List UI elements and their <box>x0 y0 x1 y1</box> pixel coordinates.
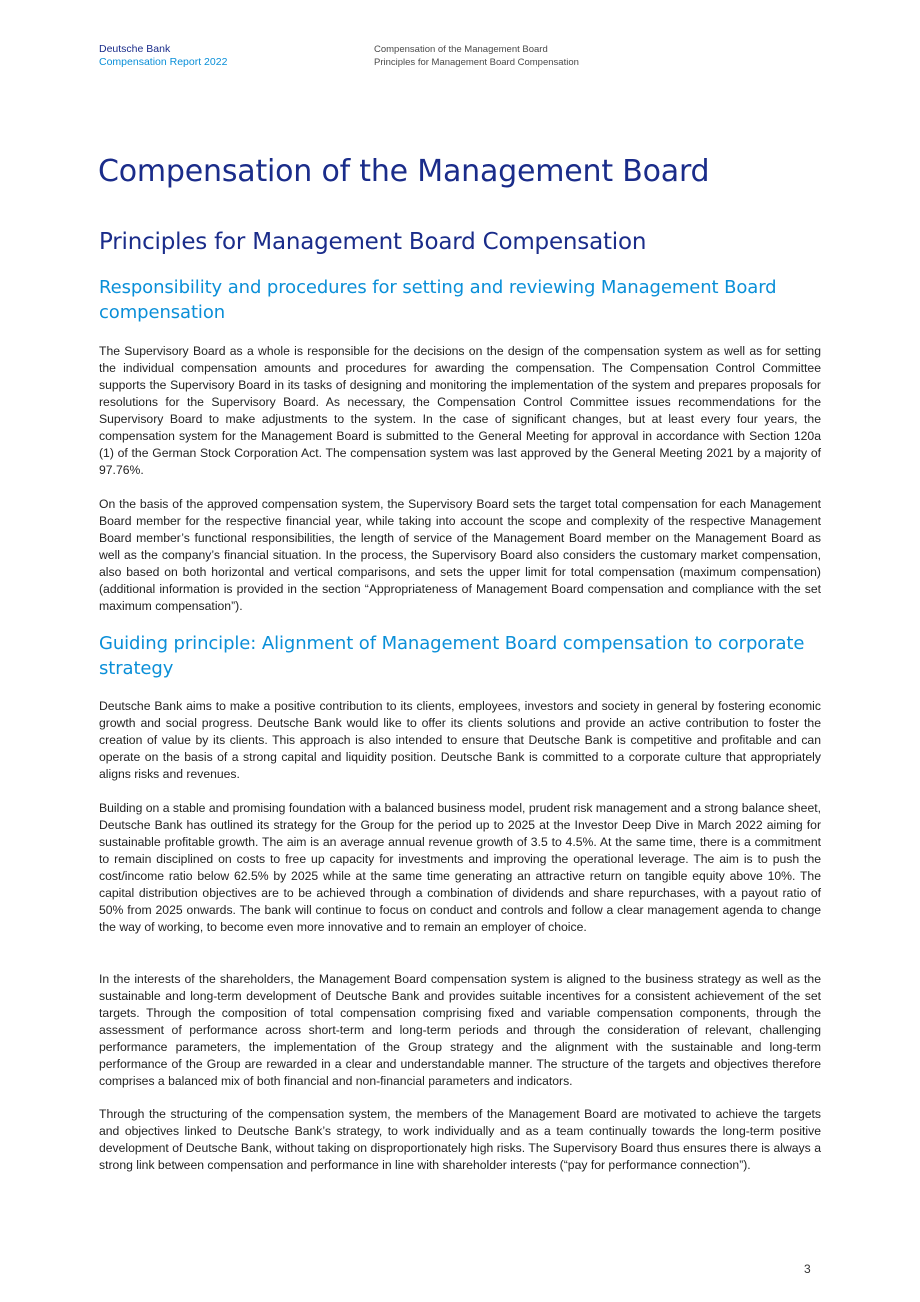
company-name: Deutsche Bank <box>99 43 171 55</box>
paragraph: Building on a stable and promising foundation with a balanced business model, prudent risk management and a strong balance sheet, Deutsche Bank has outlined its strategy for the Group for the period up to 2025 at the Investor Deep Dive in March 2022 aiming for sustainable profitable growth. The aim is an average annual revenue growth of 3.5 to 4.5%. At the same time, there is a commitment to remain disciplined on costs to free up capacity for investments and improving the operational leverage. The aim is to push the cost/income ratio below 62.5% by 2025 while at the same time generating an attractive return on tangible equity above 10%. The capital distribution objectives are to be achieved through a combination of dividends and share repurchases, with a payout ratio of 50% from 2025 onwards. The bank will continue to focus on conduct and controls and follow a clear management agenda to change the way of working, to become even more innovative and to remain an employer of choice. <box>99 801 821 934</box>
page-title: Compensation of the Management Board <box>98 154 710 189</box>
section-heading-responsibility: Responsibility and procedures for setting and reviewing Management Board compensation <box>99 277 777 323</box>
paragraph: Deutsche Bank aims to make a positive contribution to its clients, employees, investors and society in general by fostering economic growth and social progress. Deutsche Bank would like to offer its clients solutions and provide an active contribution to foster the creation of value by its clients. This approach is also intended to ensure that Deutsche Bank is competitive and profitable and can operate on the basis of a strong capital and liquidity position. Deutsche Bank is committed to a corporate culture that appropriately aligns risks and revenues. <box>99 699 821 781</box>
paragraph: Through the structuring of the compensation system, the members of the Management Board are motivated to achieve the targets and objectives linked to Deutsche Bank’s strategy, to work individually and as a team continually towards the long-term positive development of Deutsche Bank, without taking on disproportionately high risks. The Supervisory Board thus ensures there is always a strong link between compensation and performance in line with shareholder interests (“pay for performance connection”). <box>99 1107 821 1172</box>
paragraph: On the basis of the approved compensation system, the Supervisory Board sets the target total compensation for each Management Board member for the respective financial year, while taking into account the scope and complexity of the respective Management Board member’s functional responsibilities, the length of service of the Management Board member on the Management Board as well as the company’s financial situation. In the process, the Supervisory Board also considers the customary market compensation, also based on both horizontal and vertical comparisons, and sets the upper limit for total compensation (maximum compensation) (additional information is provided in the section “Appropriateness of Management Board compensation and compliance with the set maximum compensation”). <box>99 497 821 613</box>
page-number: 3 <box>804 1262 811 1276</box>
page-subtitle: Principles for Management Board Compensation <box>99 229 647 255</box>
header-subsection: Principles for Management Board Compensation <box>374 57 579 68</box>
header-section: Compensation of the Management Board <box>374 44 548 55</box>
section-heading-guiding-principle: Guiding principle: Alignment of Management Board compensation to corporate strategy <box>99 633 805 679</box>
paragraph: The Supervisory Board as a whole is responsible for the decisions on the design of the compensation system as well as for setting the individual compensation amounts and procedures for awarding the compensation. The Compensation Control Committee supports the Supervisory Board in its tasks of designing and monitoring the implementation of the system and prepares proposals for resolutions for the Supervisory Board. As necessary, the Compensation Control Committee issues recommendations for the Supervisory Board to make adjustments to the system. In the case of significant changes, but at least every four years, the compensation system for the Management Board is submitted to the General Meeting for approval in accordance with Section 120a (1) of the German Stock Corporation Act. The compensation system was last approved by the General Meeting 2021 by a majority of 97.76%. <box>99 344 821 477</box>
header-right <box>374 43 579 69</box>
header-left <box>99 43 227 69</box>
report-name: Compensation Report 2022 <box>99 56 228 68</box>
paragraph: In the interests of the shareholders, the Management Board compensation system is aligned to the business strategy as well as the sustainable and long-term development of Deutsche Bank and provides suitable incentives for a consistent achievement of the set targets. Through the composition of total compensation comprising fixed and variable compensation components, through the assessment of performance across short-term and long-term periods and through the consideration of relevant, challenging performance parameters, the implementation of the Group strategy and the alignment with the sustainable and long-term performance of the Group are rewarded in a clear and understandable manner. The structure of the targets and objectives therefore comprises a balanced mix of both financial and non-financial parameters and indicators. <box>99 972 821 1088</box>
